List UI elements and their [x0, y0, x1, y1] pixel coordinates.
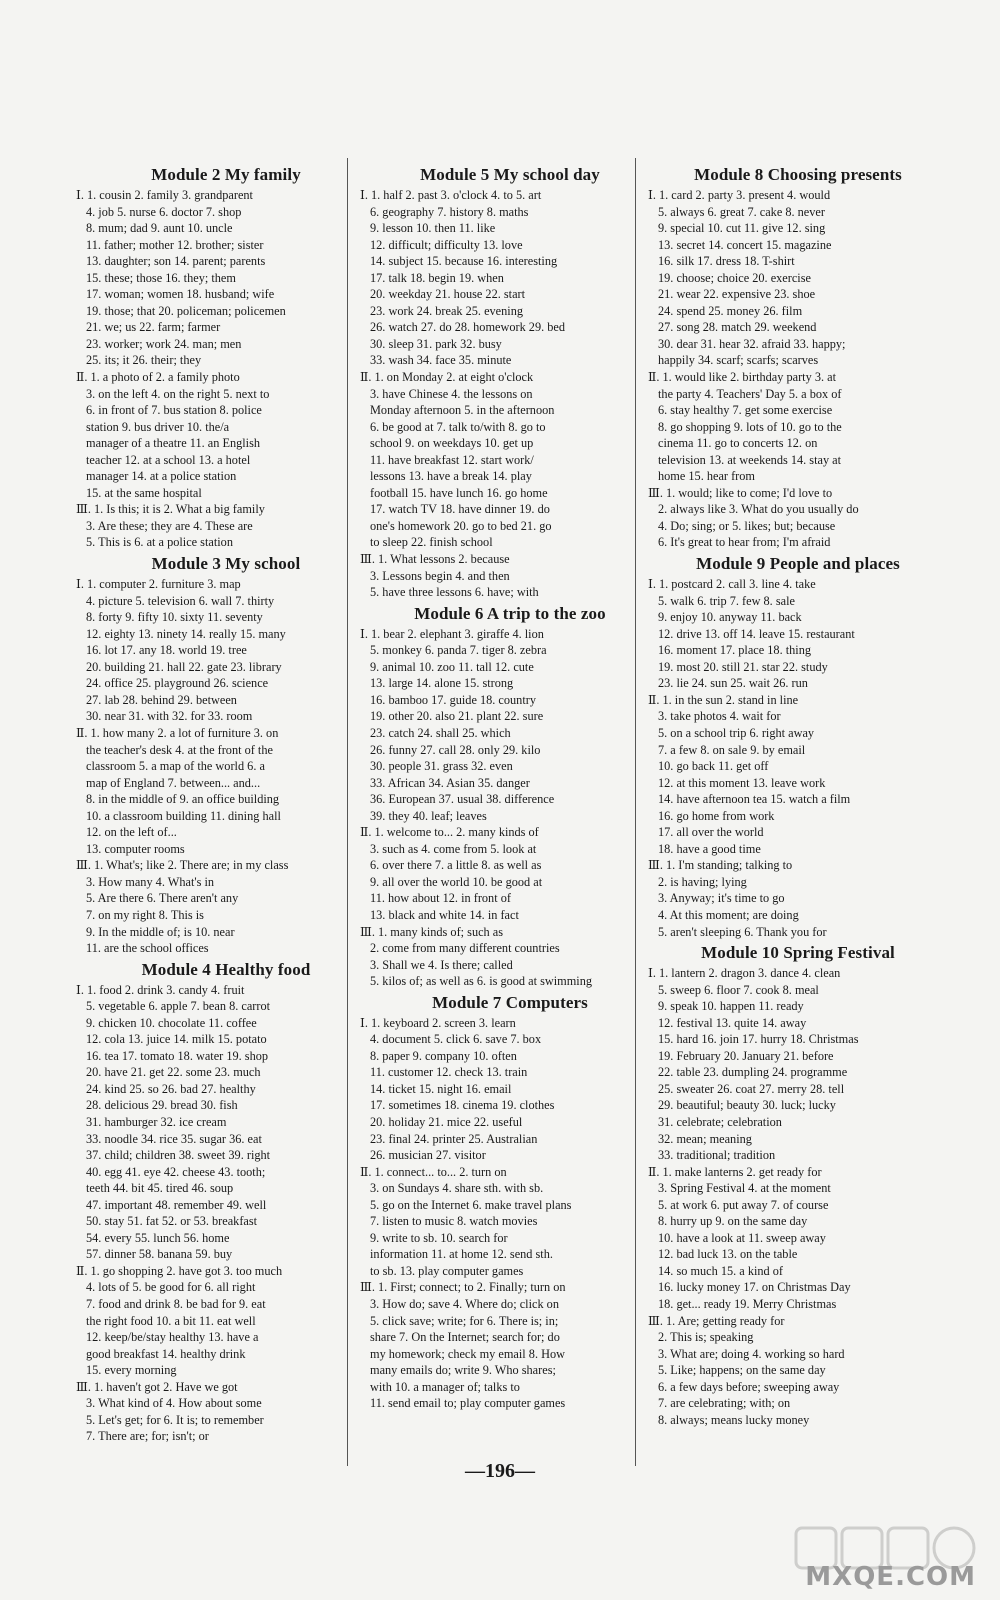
answer-line: 50. stay 51. fat 52. or 53. breakfast — [86, 1214, 258, 1229]
answer-line: 27. lab 28. behind 29. between — [86, 692, 237, 707]
module-title: Module 10 Spring Festival — [701, 943, 895, 963]
answer-line: 19. most 20. still 21. star 22. study — [658, 659, 828, 674]
answer-line: 3. How many 4. What's in — [86, 874, 215, 889]
answer-line: 11. are the school offices — [86, 941, 209, 956]
answer-line: 8. always; means lucky money — [658, 1412, 810, 1427]
answer-line: 3. What are; doing 4. working so hard — [658, 1346, 845, 1361]
answer-line: classroom 5. a map of the world 6. a — [86, 759, 265, 774]
answer-line: 25. sweater 26. coat 27. merry 28. tell — [658, 1081, 845, 1096]
answer-line: 17. watch TV 18. have dinner 19. do — [370, 502, 550, 517]
answer-line: 14. so much 15. a kind of — [658, 1263, 784, 1278]
answer-line: 5. have three lessons 6. have; with — [370, 585, 539, 600]
answer-line: 5. walk 6. trip 7. few 8. sale — [658, 593, 795, 608]
answer-line: 25. its; it 26. their; they — [86, 353, 202, 368]
answer-line: 3. Are these; they are 4. These are — [86, 518, 253, 533]
answer-section-line: Ⅲ. 1. First; connect; to 2. Finally; turn on — [360, 1280, 566, 1295]
answer-line: 2. This is; speaking — [658, 1330, 754, 1345]
answer-line: 5. vegetable 6. apple 7. bean 8. carrot — [86, 999, 271, 1014]
answer-line: 40. egg 41. eye 42. cheese 43. tooth; — [86, 1164, 266, 1179]
answer-line: home 15. hear from — [658, 469, 755, 484]
answer-line: many emails do; write 9. Who shares; — [370, 1363, 556, 1378]
module-title: Module 8 Choosing presents — [694, 165, 902, 184]
answer-line: 19. choose; choice 20. exercise — [658, 270, 811, 285]
answer-line: 4. At this moment; are doing — [658, 907, 799, 922]
answer-line: 24. spend 25. money 26. film — [658, 303, 803, 318]
answer-line: 15. every morning — [86, 1363, 177, 1378]
answer-line: 47. important 48. remember 49. well — [86, 1197, 267, 1212]
answer-column-3 — [648, 162, 948, 1428]
answer-section-line: Ⅰ. 1. cousin 2. family 3. grandparent — [76, 188, 253, 202]
answer-line: 7. listen to music 8. watch movies — [370, 1214, 538, 1229]
answer-line: 8. hurry up 9. on the same day — [658, 1214, 808, 1229]
answer-line: 4. job 5. nurse 6. doctor 7. shop — [86, 204, 242, 219]
answer-line: 12. on the left of... — [86, 825, 177, 840]
answer-line: 16. lucky money 17. on Christmas Day — [658, 1280, 851, 1295]
answer-section-line: Ⅰ. 1. half 2. past 3. o'clock 4. to 5. art — [360, 188, 542, 202]
answer-line: 18. get... ready 19. Merry Christmas — [658, 1297, 837, 1311]
answer-line: 15. hard 16. join 17. hurry 18. Christmas — [658, 1032, 859, 1047]
answer-section-line: Ⅰ. 1. card 2. party 3. present 4. would — [648, 188, 831, 202]
answer-section-line: Ⅱ. 1. welcome to... 2. many kinds of — [360, 825, 539, 840]
answer-column-2 — [360, 162, 660, 1412]
answer-line: 31. celebrate; celebration — [658, 1114, 782, 1129]
answer-line: 6. stay healthy 7. get some exercise — [658, 403, 833, 418]
answer-line: 10. a classroom building 11. dining hall — [86, 808, 281, 823]
answer-section-line: Ⅰ. 1. bear 2. elephant 3. giraffe 4. lion — [360, 626, 544, 641]
answer-section-line: Ⅱ. 1. make lanterns 2. get ready for — [648, 1164, 822, 1179]
answer-line: 7. There are; for; isn't; or — [86, 1429, 209, 1444]
answer-line: 5. This is 6. at a police station — [86, 535, 233, 550]
answer-line: 16. lot 17. any 18. world 19. tree — [86, 643, 247, 658]
answer-line: 7. are celebrating; with; on — [658, 1396, 791, 1411]
answer-line: 13. computer rooms — [86, 841, 185, 856]
answer-section-line: Ⅱ. 1. go shopping 2. have got 3. too much — [76, 1263, 283, 1278]
answer-line: 8. forty 9. fifty 10. sixty 11. seventy — [86, 610, 263, 625]
answer-line: 6. It's great to hear from; I'm afraid — [658, 535, 831, 550]
answer-line: 19. other 20. also 21. plant 22. sure — [370, 709, 544, 724]
answer-line: 33. noodle 34. rice 35. sugar 36. eat — [86, 1131, 262, 1146]
answer-line: 5. go on the Internet 6. make travel plans — [370, 1197, 572, 1212]
answer-line: 5. on a school trip 6. right away — [658, 725, 815, 740]
answer-line: 20. weekday 21. house 22. start — [370, 287, 526, 302]
answer-line: 16. go home from work — [658, 808, 775, 823]
answer-line: 5. aren't sleeping 6. Thank you for — [658, 924, 827, 939]
answer-section-line: Ⅱ. 1. how many 2. a lot of furniture 3. on — [76, 725, 279, 740]
answer-line: 57. dinner 58. banana 59. buy — [86, 1247, 233, 1262]
answer-line: 3. Spring Festival 4. at the moment — [658, 1181, 831, 1196]
answer-section-line: Ⅰ. 1. lantern 2. dragon 3. dance 4. clean — [648, 966, 841, 981]
answer-line: 24. kind 25. so 26. bad 27. healthy — [86, 1081, 256, 1096]
answer-line: 14. subject 15. because 16. interesting — [370, 254, 558, 269]
answer-line: 7. a few 8. on sale 9. by email — [658, 742, 806, 757]
answer-line: 9. lesson 10. then 11. like — [370, 221, 496, 236]
answer-line: with 10. a manager of; talks to — [370, 1379, 520, 1394]
answer-section-line: Ⅲ. 1. would; like to come; I'd love to — [648, 485, 833, 500]
answer-line: 16. moment 17. place 18. thing — [658, 643, 812, 658]
answer-line: teeth 44. bit 45. tired 46. soup — [86, 1181, 234, 1196]
answer-line: share 7. On the Internet; search for; do — [370, 1330, 560, 1345]
answer-line: 6. a few days before; sweeping away — [658, 1379, 840, 1394]
answer-line: 4. picture 5. television 6. wall 7. thirty — [86, 593, 275, 608]
answer-line: 36. European 37. usual 38. difference — [370, 792, 555, 807]
answer-line: 23. lie 24. sun 25. wait 26. run — [658, 676, 808, 691]
answer-line: station 9. bus driver 10. the/a — [86, 419, 230, 434]
answer-section-line: Ⅰ. 1. postcard 2. call 3. line 4. take — [648, 577, 816, 592]
answer-line: 23. catch 24. shall 25. which — [370, 725, 511, 740]
answer-line: 27. song 28. match 29. weekend — [658, 320, 817, 335]
answer-line: 8. paper 9. company 10. often — [370, 1048, 517, 1063]
answer-section-line: Ⅲ. 1. haven't got 2. Have we got — [76, 1379, 238, 1394]
answer-line: information 11. at home 12. send sth. — [370, 1247, 553, 1262]
answer-line: 3. take photos 4. wait for — [658, 709, 781, 724]
answer-line: 5. monkey 6. panda 7. tiger 8. zebra — [370, 643, 547, 658]
answer-line: 30. near 31. with 32. for 33. room — [86, 709, 253, 724]
module-title: Module 7 Computers — [432, 992, 588, 1012]
answer-line: 15. at the same hospital — [86, 485, 202, 500]
answer-section-line: Ⅲ. 1. Is this; it is 2. What a big family — [76, 502, 265, 517]
answer-line: 3. Shall we 4. Is there; called — [370, 957, 513, 972]
answer-line: 13. daughter; son 14. parent; parents — [86, 254, 266, 269]
answer-line: 5. at work 6. put away 7. of course — [658, 1197, 829, 1212]
answer-line: 26. musician 27. visitor — [370, 1148, 486, 1163]
answer-line: 6. in front of 7. bus station 8. police — [86, 403, 262, 418]
answer-line: one's homework 20. go to bed 21. go — [370, 518, 552, 533]
answer-line: happily 34. scarf; scarfs; scarves — [658, 353, 819, 368]
answer-line: 12. bad luck 13. on the table — [658, 1247, 798, 1262]
answer-line: 29. beautiful; beauty 30. luck; lucky — [658, 1098, 836, 1113]
answer-line: 9. animal 10. zoo 11. tall 12. cute — [370, 659, 534, 674]
answer-line: 15. these; those 16. they; them — [86, 270, 236, 285]
answer-line: 4. lots of 5. be good for 6. all right — [86, 1280, 256, 1295]
answer-line: 20. holiday 21. mice 22. useful — [370, 1114, 523, 1129]
answer-line: my homework; check my email 8. How — [370, 1346, 565, 1361]
answer-line: 21. wear 22. expensive 23. shoe — [658, 287, 816, 302]
answer-line: 7. food and drink 8. be bad for 9. eat — [86, 1297, 266, 1311]
answer-line: 10. have a look at 11. sweep away — [658, 1230, 826, 1245]
answer-line: 32. mean; meaning — [658, 1131, 752, 1146]
answer-line: 6. geography 7. history 8. maths — [370, 204, 529, 219]
answer-line: 30. people 31. grass 32. even — [370, 759, 513, 774]
answer-line: 5. always 6. great 7. cake 8. never — [658, 204, 825, 219]
answer-line: 30. dear 31. hear 32. afraid 33. happy; — [658, 336, 846, 351]
answer-line: 5. Like; happens; on the same day — [658, 1363, 826, 1378]
watermark-text: MXQE.COM — [805, 1562, 976, 1592]
answer-line: to sb. 13. play computer games — [370, 1263, 524, 1278]
answer-section-line: Ⅲ. 1. I'm standing; talking to — [648, 858, 793, 873]
module-title: Module 6 A trip to the zoo — [414, 603, 606, 623]
answer-line: 2. is having; lying — [658, 874, 747, 889]
answer-line: 11. how about 12. in front of — [370, 891, 511, 906]
answer-line: 37. child; children 38. sweet 39. right — [86, 1148, 271, 1163]
answer-line: 5. sweep 6. floor 7. cook 8. meal — [658, 982, 819, 997]
answer-line: 12. difficult; difficulty 13. love — [370, 237, 523, 252]
answer-line: football 15. have lunch 16. go home — [370, 485, 548, 500]
answer-line: 6. over there 7. a little 8. as well as — [370, 858, 542, 873]
answer-line: television 13. at weekends 14. stay at — [658, 452, 842, 467]
answer-line: 3. on the left 4. on the right 5. next to — [86, 386, 270, 401]
answer-line: 9. all over the world 10. be good at — [370, 874, 543, 889]
answer-line: 33. traditional; tradition — [658, 1148, 776, 1163]
answer-section-line: Ⅲ. 1. What's; like 2. There are; in my class — [76, 858, 289, 873]
answer-line: 9. special 10. cut 11. give 12. sing — [658, 221, 826, 236]
answer-column-1 — [76, 162, 376, 1445]
answer-line: 8. in the middle of 9. an office building — [86, 792, 280, 807]
answer-line: 14. have afternoon tea 15. watch a film — [658, 792, 851, 807]
answer-line: 12. festival 13. quite 14. away — [658, 1015, 807, 1030]
answer-line: to sleep 22. finish school — [370, 535, 493, 550]
answer-line: 11. customer 12. check 13. train — [370, 1065, 528, 1080]
answer-line: 33. wash 34. face 35. minute — [370, 353, 512, 368]
answer-line: 6. be good at 7. talk to/with 8. go to — [370, 419, 546, 434]
answer-line: 20. building 21. hall 22. gate 23. library — [86, 659, 282, 674]
answer-line: 13. black and white 14. in fact — [370, 907, 519, 922]
answer-line: 5. Let's get; for 6. It is; to remember — [86, 1412, 264, 1427]
module-title: Module 2 My family — [151, 165, 301, 184]
answer-line: the party 4. Teachers' Day 5. a box of — [658, 386, 842, 401]
answer-line: 9. chicken 10. chocolate 11. coffee — [86, 1015, 257, 1030]
answer-line: 11. send email to; play computer games — [370, 1396, 566, 1411]
answer-line: 17. talk 18. begin 19. when — [370, 270, 504, 285]
answer-line: 3. on Sundays 4. share sth. with sb. — [370, 1181, 544, 1196]
answer-line: 9. enjoy 10. anyway 11. back — [658, 610, 802, 625]
page-number: —196— — [465, 1460, 535, 1482]
answer-line: Monday afternoon 5. in the afternoon — [370, 403, 555, 418]
answer-line: 23. worker; work 24. man; men — [86, 336, 242, 351]
answer-line: school 9. on weekdays 10. get up — [370, 436, 534, 451]
answer-section-line: Ⅰ. 1. keyboard 2. screen 3. learn — [360, 1015, 516, 1030]
answer-line: 16. bamboo 17. guide 18. country — [370, 692, 536, 707]
answer-line: 17. sometimes 18. cinema 19. clothes — [370, 1098, 555, 1113]
answer-line: 9. In the middle of; is 10. near — [86, 924, 235, 939]
answer-line: 20. have 21. get 22. some 23. much — [86, 1065, 261, 1080]
answer-line: 9. write to sb. 10. search for — [370, 1230, 508, 1245]
answer-line: 33. African 34. Asian 35. danger — [370, 775, 530, 790]
module-title: Module 5 My school day — [420, 165, 600, 184]
answer-line: 9. speak 10. happen 11. ready — [658, 999, 804, 1014]
answer-line: 3. Lessons begin 4. and then — [370, 568, 510, 583]
answer-line: 4. document 5. click 6. save 7. box — [370, 1032, 542, 1047]
answer-line: 26. watch 27. do 28. homework 29. bed — [370, 320, 566, 335]
answer-section-line: Ⅱ. 1. would like 2. birthday party 3. at — [648, 370, 836, 385]
answer-line: 12. keep/be/stay healthy 13. have a — [86, 1330, 259, 1345]
answer-line: manager of a theatre 11. an English — [86, 436, 261, 451]
answer-line: the teacher's desk 4. at the front of the — [86, 742, 273, 757]
answer-section-line: Ⅲ. 1. Are; getting ready for — [648, 1313, 785, 1328]
answer-line: the right food 10. a bit 11. eat well — [86, 1313, 256, 1328]
answer-line: 12. eighty 13. ninety 14. really 15. many — [86, 626, 286, 641]
answer-line: 23. work 24. break 25. evening — [370, 303, 523, 318]
answer-section-line: Ⅱ. 1. a photo of 2. a family photo — [76, 370, 240, 385]
module-title: Module 4 Healthy food — [141, 959, 311, 979]
answer-line: 11. have breakfast 12. start work/ — [370, 452, 534, 467]
answer-line: 8. go shopping 9. lots of 10. go to the — [658, 419, 842, 434]
answer-line: 10. go back 11. get off — [658, 759, 769, 774]
answer-line: 3. such as 4. come from 5. look at — [370, 841, 537, 856]
answer-line: 3. have Chinese 4. the lessons on — [370, 386, 533, 401]
answer-line: 24. office 25. playground 26. science — [86, 676, 269, 691]
answer-line: 16. tea 17. tomato 18. water 19. shop — [86, 1048, 269, 1063]
answer-line: 23. final 24. printer 25. Australian — [370, 1131, 538, 1146]
answer-line: 26. funny 27. call 28. only 29. kilo — [370, 742, 541, 757]
answer-line: 19. those; that 20. policeman; policemen — [86, 303, 286, 318]
answer-line: lessons 13. have a break 14. play — [370, 469, 532, 484]
answer-section-line: Ⅲ. 1. What lessons 2. because — [360, 552, 510, 567]
answer-line: 22. table 23. dumpling 24. programme — [658, 1065, 848, 1080]
answer-line: 54. every 55. lunch 56. home — [86, 1230, 230, 1245]
answer-line: 11. father; mother 12. brother; sister — [86, 237, 264, 252]
answer-line: manager 14. at a police station — [86, 469, 237, 484]
answer-line: cinema 11. go to concerts 12. on — [658, 436, 818, 451]
answer-line: 21. we; us 22. farm; farmer — [86, 320, 221, 335]
answer-line: map of England 7. between... and... — [86, 775, 261, 790]
answer-line: 12. at this moment 13. leave work — [658, 775, 826, 790]
answer-line: 17. all over the world — [658, 825, 764, 840]
answer-line: 5. Are there 6. There aren't any — [86, 891, 239, 906]
answer-line: 12. cola 13. juice 14. milk 15. potato — [86, 1032, 267, 1047]
answer-line: 5. kilos of; as well as 6. is good at swimming — [370, 974, 593, 989]
module-title: Module 3 My school — [151, 554, 301, 574]
answer-line: teacher 12. at a school 13. a hotel — [86, 452, 251, 467]
answer-line: good breakfast 14. healthy drink — [86, 1346, 246, 1361]
answer-section-line: Ⅰ. 1. computer 2. furniture 3. map — [76, 577, 241, 592]
answer-line: 2. come from many different countries — [370, 941, 560, 956]
answer-line: 31. hamburger 32. ice cream — [86, 1114, 227, 1129]
answer-line: 3. Anyway; it's time to go — [658, 891, 785, 906]
answer-line: 30. sleep 31. park 32. busy — [370, 336, 502, 351]
answer-line: 8. mum; dad 9. aunt 10. uncle — [86, 221, 233, 236]
answer-line: 17. woman; women 18. husband; wife — [86, 287, 275, 302]
answer-line: 16. silk 17. dress 18. T-shirt — [658, 254, 795, 269]
answer-line: 3. How do; save 4. Where do; click on — [370, 1297, 559, 1311]
answer-line: 3. What kind of 4. How about some — [86, 1396, 262, 1411]
answer-section-line: Ⅲ. 1. many kinds of; such as — [360, 924, 504, 939]
answer-section-line: Ⅱ. 1. connect... to... 2. turn on — [360, 1164, 507, 1179]
answer-line: 39. they 40. leaf; leaves — [370, 808, 487, 823]
answer-line: 13. large 14. alone 15. strong — [370, 676, 514, 691]
answer-line: 19. February 20. January 21. before — [658, 1048, 834, 1063]
answer-line: 2. always like 3. What do you usually do — [658, 502, 859, 517]
answer-line: 28. delicious 29. bread 30. fish — [86, 1098, 238, 1113]
answer-section-line: Ⅱ. 1. in the sun 2. stand in line — [648, 692, 799, 707]
module-title: Module 9 People and places — [696, 554, 900, 574]
answer-line: 4. Do; sing; or 5. likes; but; because — [658, 518, 836, 533]
answer-line: 12. drive 13. off 14. leave 15. restaurant — [658, 626, 855, 641]
answer-section-line: Ⅰ. 1. food 2. drink 3. candy 4. fruit — [76, 982, 245, 997]
answer-line: 14. ticket 15. night 16. email — [370, 1081, 512, 1096]
answer-line: 5. click save; write; for 6. There is; in; — [370, 1313, 559, 1328]
answer-line: 7. on my right 8. This is — [86, 907, 204, 922]
answer-section-line: Ⅱ. 1. on Monday 2. at eight o'clock — [360, 370, 534, 385]
answer-line: 13. secret 14. concert 15. magazine — [658, 237, 832, 252]
answer-line: 18. have a good time — [658, 841, 761, 856]
